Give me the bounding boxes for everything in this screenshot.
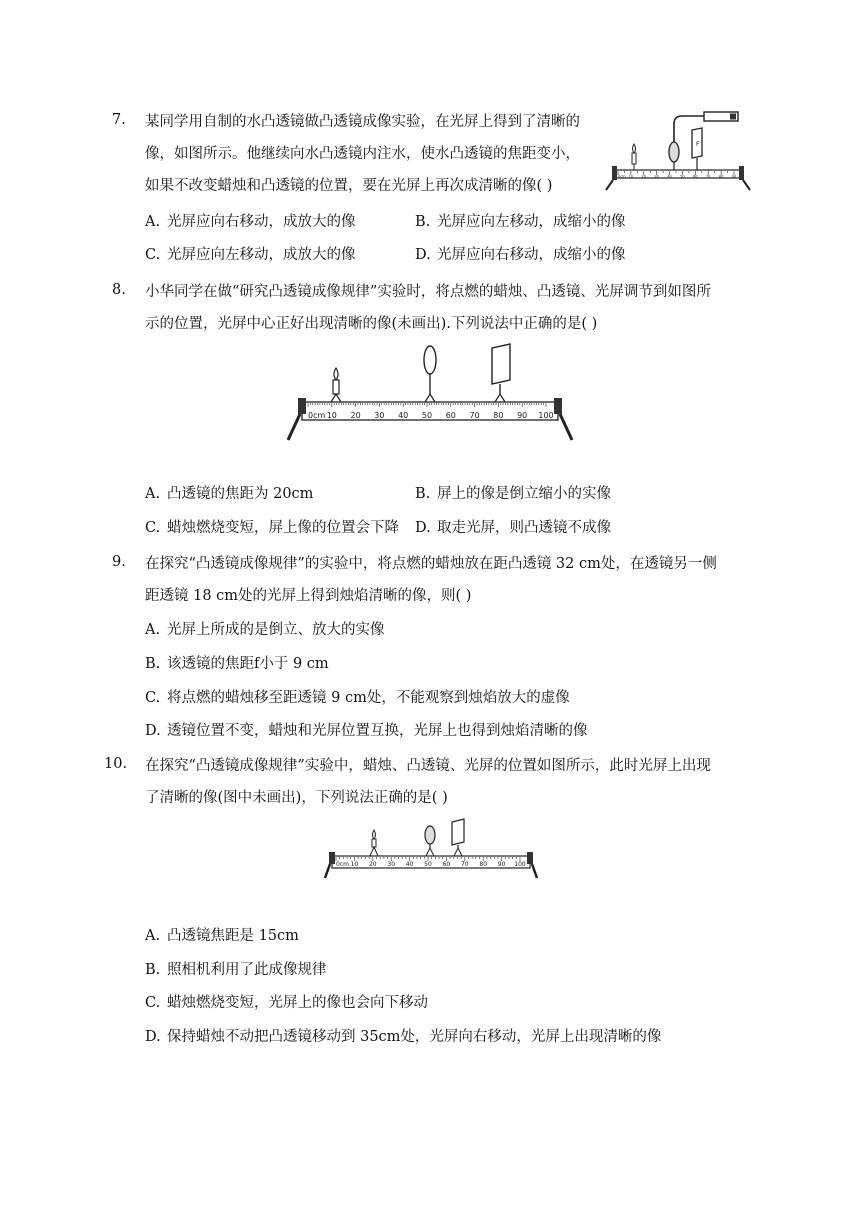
figure-7-optical-bench [604,108,754,196]
ruler-tick-label: 0cm [618,174,626,179]
ruler-tick-label: 80 [718,174,724,179]
candle-icon [632,144,636,170]
question-text-line: 了清晰的像(图中未画出)，下列说法正确的是( ) [145,790,448,806]
ruler-tick-label: 40 [398,411,409,420]
option-a[interactable]: A. 光屏上所成的是倒立、放大的实像 [145,622,385,638]
option-d[interactable]: D. 光屏应向右移动，成缩小的像 [415,247,626,263]
option-a[interactable]: A. 凸透镜焦距是 15cm [145,928,299,944]
question-text-line: 在探究“凸透镜成像规律”实验中，蜡烛、凸透镜、光屏的位置如图所示，此时光屏上出现 [145,758,711,774]
ruler-tick-label: 60 [442,861,451,868]
question-text-line: 小华同学在做“研究凸透镜成像规律”实验时，将点燃的蜡烛、凸透镜、光屏调节到如图所 [145,284,711,300]
candle-icon [331,368,341,402]
ruler-tick-label: 50 [421,411,433,420]
candle-icon [370,830,378,856]
ruler-tick-label: 100 [538,411,554,420]
question-text-line: 示的位置，光屏中心正好出现清晰的像(未画出).下列说法中正确的是( ) [145,316,598,332]
ruler-tick-label: 20 [641,174,647,179]
option-b[interactable]: B. 该透镜的焦距f小于 9 cm [145,656,329,672]
ruler-tick-label: 50 [680,174,685,179]
option-d[interactable]: D. 保持蜡烛不动把凸透镜移动到 35cm处，光屏向右移动，光屏上出现清晰的像 [145,1029,662,1045]
option-c[interactable]: C. 光屏应向左移动，成放大的像 [145,247,356,263]
option-c[interactable]: C. 蜡烛燃烧变短，屏上像的位置会下降 [145,520,399,536]
option-d[interactable]: D. 取走光屏，则凸透镜不成像 [415,520,611,536]
ruler-tick-label: 30 [654,174,659,179]
option-b[interactable]: B. 光屏应向左移动，成缩小的像 [415,214,626,230]
question-text-line: 像，如图所示。他继续向水凸透镜内注水，使水凸透镜的焦距变小， [145,146,580,162]
question-number: 8. [112,282,126,298]
light-screen-icon [492,344,510,402]
ruler-tick-label: 70 [469,411,480,420]
ruler-tick-label: 80 [479,861,488,868]
screen-mark: F [696,141,700,148]
water-lens-icon [669,142,679,170]
ruler-tick-label: 70 [705,174,711,179]
ruler-tick-label: 70 [460,861,469,868]
option-a[interactable]: A. 凸透镜的焦距为 20cm [145,486,314,502]
ruler-tick-label: 0cm [308,411,326,420]
ruler-tick-label: 10 [350,861,359,868]
question-text-line: 如果不改变蜡烛和凸透镜的位置，要在光屏上再次成清晰的像( ) [145,178,553,194]
ruler-tick-label: 90 [517,411,528,420]
ruler-tick-label: 60 [445,411,456,420]
ruler-tick-label: 80 [493,411,504,420]
option-b[interactable]: B. 屏上的像是倒立缩小的实像 [415,486,611,502]
ruler-tick-label: 90 [731,174,737,179]
ruler-tick-label: 90 [497,861,506,868]
convex-lens-icon [425,826,435,856]
ruler-tick-label: 10 [628,174,634,179]
figure-8-optical-bench [284,342,576,446]
question-number: 10. [104,756,128,772]
light-screen-icon [452,819,464,856]
question-text-line: 某同学用自制的水凸透镜做凸透镜成像实验，在光屏上得到了清晰的 [145,114,580,130]
question-number: 7. [112,112,126,128]
option-a[interactable]: A. 光屏应向右移动，成放大的像 [145,214,356,230]
syringe-icon [674,112,738,142]
option-b[interactable]: B. 照相机利用了此成像规律 [145,962,327,978]
ruler-tick-label: 30 [374,411,385,420]
ruler-tick-label: 50 [424,861,432,868]
ruler-tick-label: 40 [667,174,672,179]
ruler-tick-label: 40 [405,861,414,868]
ruler-tick-label: 100 [514,861,526,868]
optical-bench-rail [325,852,537,878]
question-number: 9. [112,554,126,570]
ruler-tick-label: 30 [387,861,396,868]
optical-bench-rail [606,166,750,190]
question-text-line: 距透镜 18 cm处的光屏上得到烛焰清晰的像，则( ) [145,588,472,604]
optical-bench-rail [288,398,572,440]
option-c[interactable]: C. 将点燃的蜡烛移至距透镜 9 cm处，不能观察到烛焰放大的虚像 [145,690,570,706]
ruler-tick-label: 20 [350,411,361,420]
figure-10-optical-bench [322,818,540,882]
convex-lens-icon [424,346,436,402]
option-c[interactable]: C. 蜡烛燃烧变短，光屏上的像也会向下移动 [145,995,428,1011]
ruler-tick-label: 0cm [336,861,349,868]
ruler-tick-label: 10 [326,411,337,420]
question-text-line: 在探究“凸透镜成像规律”的实验中，将点燃的蜡烛放在距凸透镜 32 cm处，在透镜另一侧 [145,556,717,572]
ruler-tick-label: 20 [368,861,377,868]
light-screen-icon [692,128,702,170]
ruler-tick-label: 60 [693,174,698,179]
option-d[interactable]: D. 透镜位置不变，蜡烛和光屏位置互换，光屏上也得到烛焰清晰的像 [145,723,588,739]
